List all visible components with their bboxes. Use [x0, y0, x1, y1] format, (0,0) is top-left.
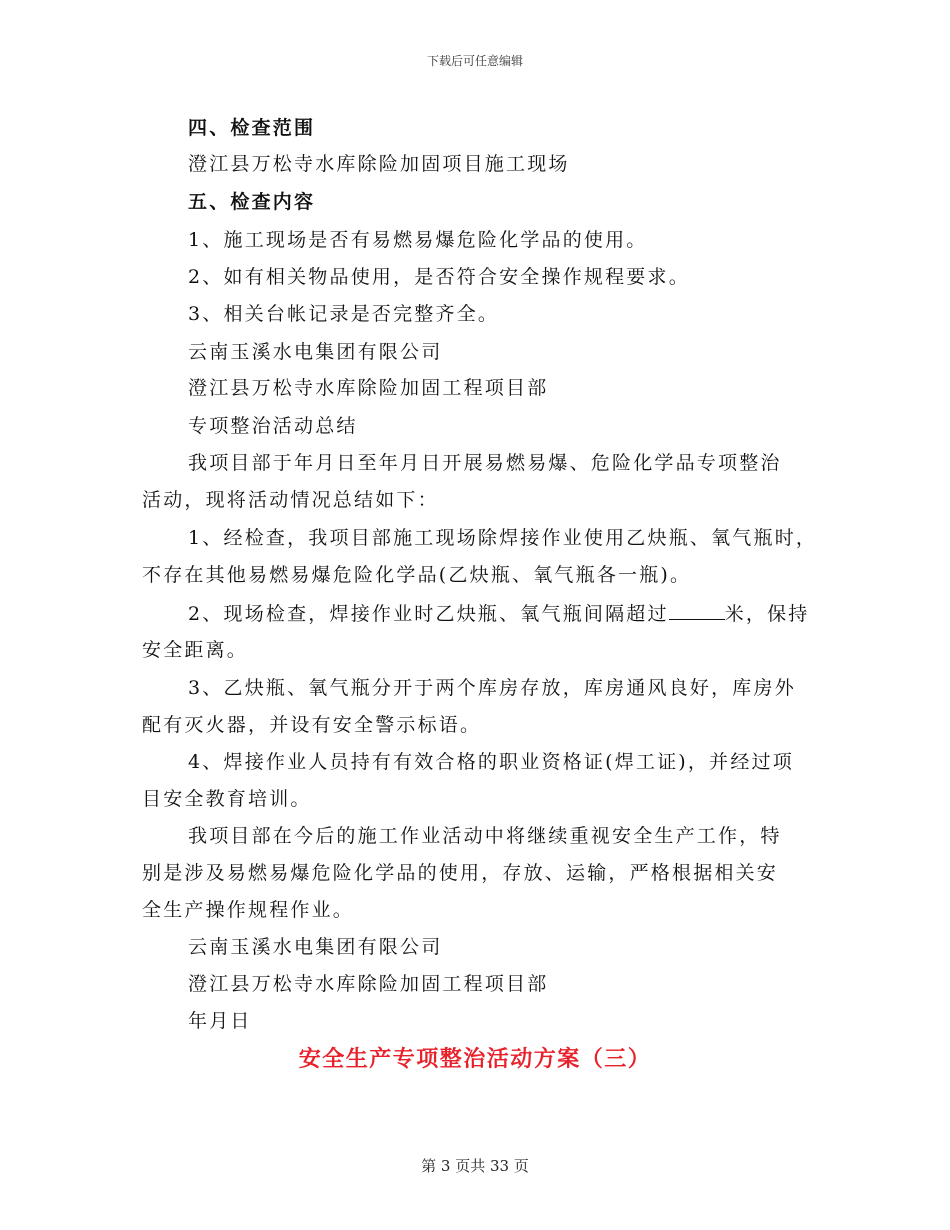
- section-4-heading: 四、检查范围: [188, 117, 316, 139]
- section-4-body: 澄江县万松寺水库除险加固项目施工现场: [188, 153, 570, 175]
- signature-department: 澄江县万松寺水库除险加固工程项目部: [188, 377, 549, 399]
- next-section-title: 安全生产专项整治活动方案（三）: [298, 1047, 652, 1072]
- summary-title: 专项整治活动总结: [188, 415, 358, 437]
- summary-point-4-line-1: 4、焊接作业人员持有有效合格的职业资格证(焊工证)，并经过项: [188, 751, 794, 773]
- summary-point-4-line-2: 目安全教育培训。: [142, 788, 312, 810]
- closing-signature-department: 澄江县万松寺水库除险加固工程项目部: [188, 973, 549, 995]
- page-footer: 第 3 页共 33 页: [421, 1157, 529, 1175]
- summary-point-1-line-2: 不存在其他易燃易爆危险化学品(乙炔瓶、氧气瓶各一瓶)。: [142, 564, 692, 586]
- summary-closing-line-3: 全生产操作规程作业。: [142, 899, 355, 921]
- summary-closing-line-2: 别是涉及易燃易爆危险化学品的使用，存放、运输，严格根据相关安: [142, 862, 779, 884]
- summary-point-1-line-1: 1、经检查，我项目部施工现场除焊接作业使用乙炔瓶、氧气瓶时，: [188, 527, 818, 549]
- section-5-item-2: 2、如有相关物品使用，是否符合安全操作规程要求。: [188, 266, 690, 288]
- summary-point-2-line-1: [188, 601, 810, 626]
- summary-point-2-text-a: 2、现场检查，焊接作业时乙炔瓶、氧气瓶间隔超过: [188, 603, 669, 625]
- header-note: 下载后可任意编辑: [426, 54, 523, 68]
- summary-point-2-text-b: 米，保持: [724, 603, 810, 625]
- signature-company: 云南玉溪水电集团有限公司: [188, 341, 443, 363]
- summary-point-3-line-1: 3、乙炔瓶、氧气瓶分开于两个库房存放，库房通风良好，库房外: [188, 677, 796, 699]
- summary-intro-line-1: 我项目部于年月日至年月日开展易燃易爆、危险化学品专项整治: [188, 452, 782, 474]
- section-5-heading: 五、检查内容: [188, 191, 316, 213]
- summary-closing-line-1: 我项目部在今后的施工作业活动中将继续重视安全生产工作，特: [188, 825, 782, 847]
- closing-date: 年月日: [188, 1010, 252, 1032]
- summary-point-2-line-2: 安全距离。: [142, 639, 249, 661]
- summary-point-3-line-2: 配有灭火器，并设有安全警示标语。: [142, 714, 482, 736]
- closing-signature-company: 云南玉溪水电集团有限公司: [188, 936, 443, 958]
- summary-intro-line-2: 活动，现将活动情况总结如下：: [142, 489, 439, 511]
- section-5-item-1: 1、施工现场是否有易燃易爆危险化学品的使用。: [188, 229, 648, 251]
- section-5-item-3: 3、相关台帐记录是否完整齐全。: [188, 303, 500, 325]
- fill-in-blank: [669, 601, 725, 620]
